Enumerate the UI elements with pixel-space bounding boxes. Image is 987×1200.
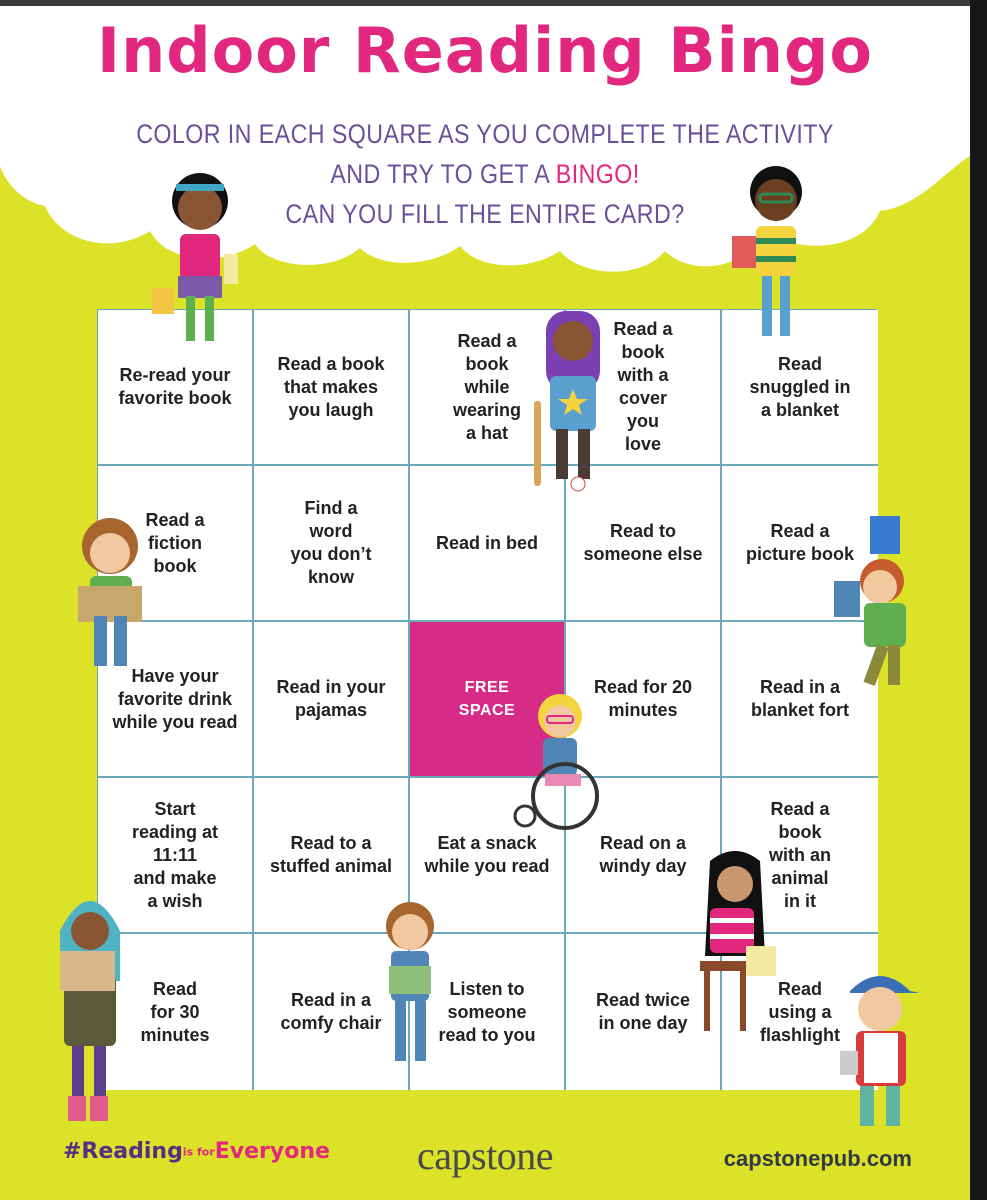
reading-kid-illustration [50, 871, 130, 1131]
bingo-poster [0, 6, 970, 1200]
instruction-line-2-text: AND TRY TO GET A [330, 159, 556, 189]
bingo-cell-label: Read twice in one day [595, 990, 691, 1033]
reading-kid-illustration [70, 511, 155, 676]
bingo-cell-label: Read snuggled in a blanket [749, 353, 851, 420]
bingo-cell[interactable] [254, 310, 410, 466]
reading-kid-illustration [830, 511, 930, 696]
bingo-cell-label: Read in a comfy chair [280, 990, 382, 1033]
bingo-cell-label: Read a book with a cover you love [613, 319, 673, 454]
reading-kid-illustration [505, 686, 615, 836]
bingo-cell-label: Read to a stuffed animal [269, 833, 393, 876]
bingo-highlight: BINGO! [555, 159, 640, 189]
bingo-cell-label: Read in a blanket fort [750, 677, 849, 720]
bingo-cell-label: Read in bed [435, 532, 538, 553]
poster-title: Indoor Reading Bingo [97, 14, 873, 87]
free-space-label: FREE SPACE [458, 679, 516, 719]
bingo-cell-label: Read using a flashlight [760, 978, 840, 1045]
capstone-logo: capstone [417, 1133, 553, 1178]
instruction-line-1: COLOR IN EACH SQUARE AS YOU COMPLETE THE ACTIVITY [136, 119, 834, 149]
bingo-cell-label: Start reading at 11:11 and make a wish [131, 798, 219, 911]
bingo-cell-label: Read a picture book [745, 521, 854, 564]
bingo-cell-label: Have your favorite drink while you read [112, 665, 238, 732]
hashtag-everyone: Everyone [214, 1139, 330, 1164]
bingo-cell-label: Find a word you don’t know [290, 498, 372, 587]
window-edge [970, 0, 987, 1200]
website-link[interactable]: capstonepub.com [723, 1146, 912, 1171]
bingo-cell-label: Read on a windy day [599, 833, 687, 876]
bingo-cell[interactable] [254, 466, 410, 622]
instruction-line-3: CAN YOU FILL THE ENTIRE CARD? [285, 199, 685, 229]
bingo-cell-label: Read a book that makes you laugh [277, 353, 385, 420]
reading-kid-illustration [148, 166, 248, 356]
bingo-cell-label: Read a book with an animal in it [769, 798, 831, 911]
hashtag-isfor: is for [182, 1145, 215, 1159]
reading-kid-illustration [690, 846, 780, 1041]
bingo-cell-label: Read to someone else [583, 521, 703, 564]
bingo-cell-label: Read a book while wearing a hat [452, 330, 522, 443]
bingo-cell-label: Read in your pajamas [276, 677, 386, 720]
bingo-cell-label: Eat a snack while you read [424, 833, 550, 876]
reading-kid-illustration [528, 301, 618, 496]
reading-kid-illustration [830, 961, 930, 1141]
bingo-cell-label: Re-read your favorite book [118, 365, 232, 408]
bingo-cell-label: Read a fiction book [145, 509, 205, 576]
reading-kid-illustration [728, 156, 818, 351]
bingo-cell-label: Read for 20 minutes [593, 677, 693, 720]
reading-kid-illustration [375, 896, 445, 1071]
hashtag-reading: #Reading [63, 1139, 183, 1164]
bingo-cell-label: Read for 30 minutes [140, 978, 210, 1045]
bingo-cell[interactable] [254, 622, 410, 778]
bingo-cell-label: Listen to someone read to you [438, 978, 536, 1045]
